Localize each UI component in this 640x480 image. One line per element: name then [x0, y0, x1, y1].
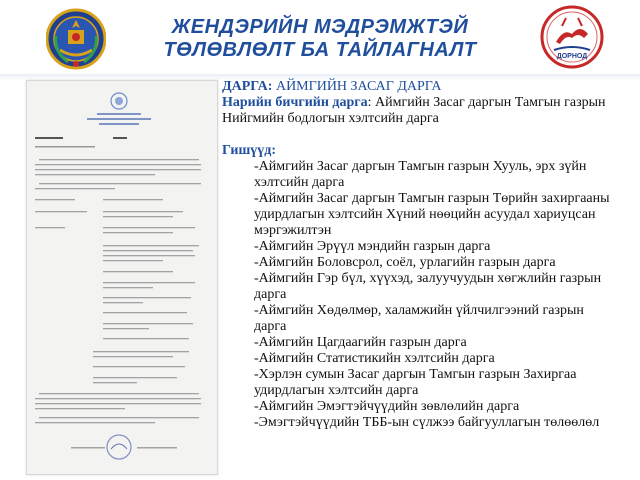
scanned-decree-image	[26, 80, 218, 475]
dornod-emblem-icon	[540, 4, 604, 70]
committee-composition	[222, 79, 636, 431]
state-emblem-icon	[46, 6, 106, 72]
dornod-emblem-label: ДОРНОД	[556, 53, 588, 60]
member-item: -Аймгийн Цагдаагийн газрын дарга	[254, 335, 467, 350]
member-item: -Эмэгтэйчүүдийн ТББ-ын сүлжээ байгууллагын төлөөлөл	[254, 415, 600, 430]
scanned-document-picture	[27, 81, 217, 474]
chair-line	[222, 79, 636, 95]
page-title-line2: ТӨЛӨВЛӨЛТ БА ТАЙЛАГНАЛТ	[163, 39, 477, 61]
member-item: -Аймгийн Гэр бүл, хүүхэд, залуучуудын хөгжлийн газрын дарга	[254, 271, 602, 302]
secretary-label: Нарийн бичгийн дарга	[222, 95, 368, 110]
member-item: -Аймгийн Засаг даргын Тамгын газрын Төрийн захиргааны удирдлагын хэлтсийн Хүний нөөцийн асуудал хариуцсан мэргэжилтэн	[254, 191, 610, 238]
secretary-value-2: Нийгмийн бодлогын хэлтсийн дарга	[222, 111, 439, 126]
chair-label: ДАРГА:	[222, 79, 273, 94]
secretary-value-1: : Аймгийн Засаг даргын Тамгын газрын	[367, 95, 606, 110]
member-item: -Аймгийн Хөдөлмөр, халамжийн үйлчилгээний газрын дарга	[254, 303, 584, 334]
members-label: Гишүүд:	[222, 143, 277, 158]
member-item: -Аймгийн Боловсрол, соёл, урлагийн газрын дарга	[254, 255, 556, 270]
header	[0, 0, 640, 78]
member-item: -Аймгийн Засаг даргын Тамгын газрын Хууль, эрх зүйн хэлтсийн дарга	[254, 159, 587, 190]
member-item: -Аймгийн Эрүүл мэндийн газрын дарга	[254, 239, 491, 254]
members-list	[222, 159, 636, 431]
chair-value: АЙМГИЙН ЗАСАГ ДАРГА	[275, 79, 442, 94]
member-item: -Хэрлэн сумын Засаг даргын Тамгын газрын Захиргаа удирдлагын хэлтсийн дарга	[254, 367, 577, 398]
member-item: -Аймгийн Статистикийн хэлтсийн дарга	[254, 351, 495, 366]
page-title-line1: ЖЕНДЭРИЙН МЭДРЭМЖТЭЙ	[171, 16, 469, 38]
secretary-line	[222, 95, 636, 111]
member-item: -Аймгийн Эмэгтэйчүүдийн зөвлөлийн дарга	[254, 399, 520, 414]
